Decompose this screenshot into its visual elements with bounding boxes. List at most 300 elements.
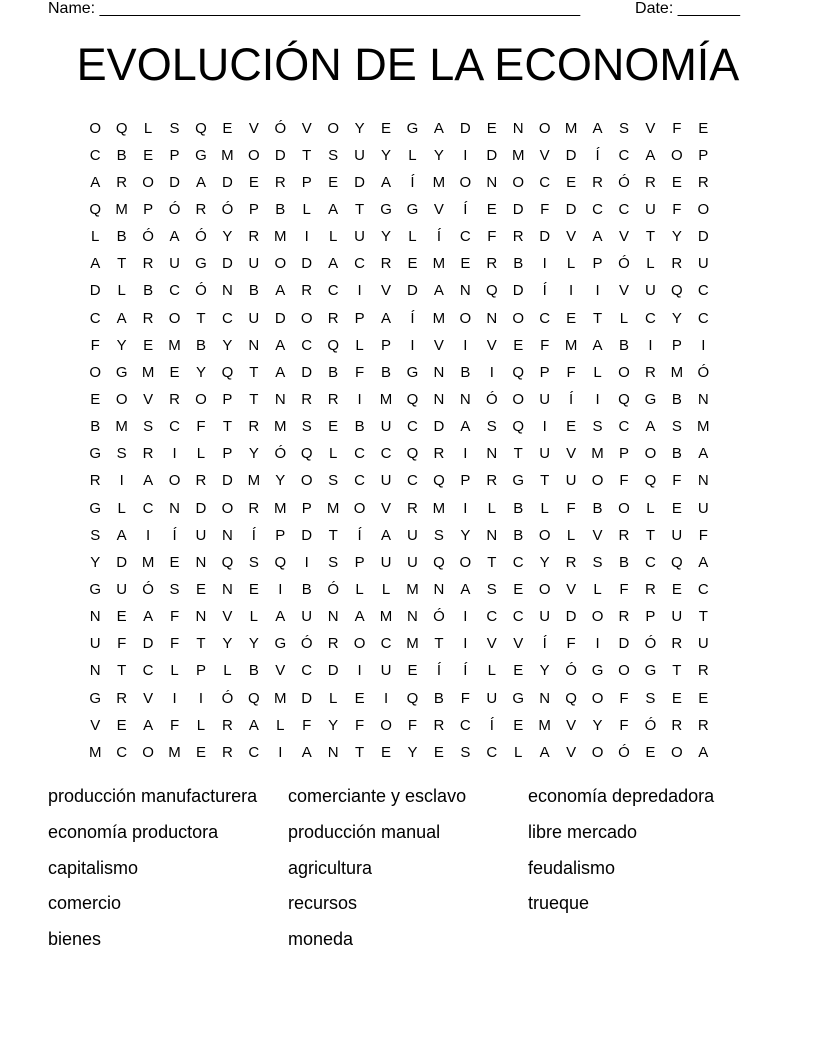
grid-cell[interactable]: R bbox=[195, 200, 207, 218]
grid-cell[interactable]: E bbox=[486, 200, 497, 218]
grid-cell[interactable]: Í bbox=[410, 173, 415, 191]
grid-cell[interactable]: A bbox=[195, 173, 206, 191]
grid-cell[interactable]: C bbox=[459, 716, 471, 734]
grid-cell[interactable]: R bbox=[89, 472, 101, 490]
grid-cell[interactable]: E bbox=[513, 580, 524, 598]
grid-cell[interactable]: Í bbox=[172, 526, 177, 544]
grid-cell[interactable]: M bbox=[274, 418, 287, 436]
grid-cell[interactable]: O bbox=[512, 390, 525, 408]
grid-cell[interactable]: T bbox=[117, 662, 127, 680]
grid-cell[interactable]: Ó bbox=[485, 390, 498, 408]
grid-cell[interactable]: R bbox=[301, 282, 313, 300]
grid-cell[interactable]: T bbox=[540, 472, 550, 490]
grid-cell[interactable]: N bbox=[221, 526, 233, 544]
grid-cell[interactable]: I bbox=[463, 499, 468, 517]
grid-cell[interactable]: C bbox=[89, 146, 101, 164]
grid-cell[interactable]: U bbox=[644, 200, 656, 218]
grid-cell[interactable]: T bbox=[355, 200, 365, 218]
grid-cell[interactable]: D bbox=[459, 119, 471, 137]
grid-cell[interactable]: U bbox=[697, 635, 709, 653]
grid-cell[interactable]: V bbox=[618, 228, 629, 246]
grid-cell[interactable]: V bbox=[566, 445, 577, 463]
grid-cell[interactable]: E bbox=[671, 689, 682, 707]
grid-cell[interactable]: N bbox=[697, 472, 709, 490]
grid-cell[interactable]: E bbox=[248, 580, 259, 598]
grid-cell[interactable]: R bbox=[248, 228, 260, 246]
grid-cell[interactable]: Í bbox=[410, 309, 415, 327]
grid-cell[interactable]: Y bbox=[222, 228, 233, 246]
grid-cell[interactable]: D bbox=[433, 418, 445, 436]
grid-cell[interactable]: I bbox=[172, 689, 177, 707]
grid-cell[interactable]: R bbox=[618, 608, 630, 626]
grid-cell[interactable]: L bbox=[223, 662, 232, 680]
grid-cell[interactable]: M bbox=[379, 390, 393, 408]
grid-cell[interactable]: I bbox=[463, 146, 468, 164]
grid-cell[interactable]: I bbox=[595, 635, 600, 653]
grid-cell[interactable]: D bbox=[539, 228, 551, 246]
grid-cell[interactable]: F bbox=[672, 472, 682, 490]
grid-cell[interactable]: G bbox=[89, 689, 102, 707]
grid-cell[interactable]: F bbox=[487, 228, 497, 246]
grid-cell[interactable]: Í bbox=[251, 526, 256, 544]
grid-cell[interactable]: Q bbox=[327, 336, 339, 354]
grid-cell[interactable]: A bbox=[248, 716, 259, 734]
grid-cell[interactable]: P bbox=[195, 662, 206, 680]
grid-cell[interactable]: F bbox=[460, 689, 470, 707]
grid-cell[interactable]: B bbox=[248, 662, 259, 680]
grid-cell[interactable]: A bbox=[698, 445, 709, 463]
grid-cell[interactable]: Ó bbox=[327, 580, 339, 598]
grid-cell[interactable]: T bbox=[302, 146, 312, 164]
grid-cell[interactable]: N bbox=[407, 608, 418, 626]
grid-cell[interactable]: O bbox=[89, 363, 102, 381]
grid-cell[interactable]: O bbox=[591, 608, 604, 626]
grid-cell[interactable]: F bbox=[619, 580, 629, 598]
grid-cell[interactable]: L bbox=[408, 228, 417, 246]
grid-cell[interactable]: P bbox=[169, 146, 180, 164]
grid-cell[interactable]: T bbox=[328, 526, 338, 544]
grid-cell[interactable]: A bbox=[328, 255, 339, 273]
grid-cell[interactable]: V bbox=[566, 743, 577, 761]
grid-cell[interactable]: Í bbox=[357, 526, 362, 544]
grid-cell[interactable]: R bbox=[697, 662, 709, 680]
grid-cell[interactable]: N bbox=[459, 282, 471, 300]
grid-cell[interactable]: L bbox=[355, 580, 364, 598]
grid-cell[interactable]: Ó bbox=[195, 228, 207, 246]
grid-cell[interactable]: C bbox=[380, 445, 392, 463]
grid-cell[interactable]: R bbox=[644, 580, 656, 598]
grid-cell[interactable]: E bbox=[407, 662, 418, 680]
grid-cell[interactable]: F bbox=[672, 200, 682, 218]
grid-cell[interactable]: O bbox=[512, 309, 525, 327]
grid-cell[interactable]: M bbox=[432, 173, 446, 191]
grid-cell[interactable]: A bbox=[592, 336, 603, 354]
grid-cell[interactable]: A bbox=[433, 282, 444, 300]
grid-cell[interactable]: O bbox=[195, 390, 207, 408]
grid-cell[interactable]: C bbox=[697, 309, 709, 327]
grid-cell[interactable]: B bbox=[513, 499, 524, 517]
grid-cell[interactable]: I bbox=[172, 445, 177, 463]
grid-cell[interactable]: U bbox=[169, 255, 180, 273]
grid-cell[interactable]: Q bbox=[618, 390, 630, 408]
grid-cell[interactable]: F bbox=[196, 418, 206, 436]
grid-cell[interactable]: Y bbox=[195, 363, 206, 381]
grid-cell[interactable]: O bbox=[274, 255, 287, 273]
grid-cell[interactable]: R bbox=[142, 255, 154, 273]
grid-cell[interactable]: M bbox=[274, 499, 287, 517]
grid-cell[interactable]: T bbox=[249, 363, 259, 381]
grid-cell[interactable]: Q bbox=[485, 282, 498, 300]
grid-cell[interactable]: M bbox=[564, 119, 578, 137]
grid-cell[interactable]: G bbox=[115, 363, 128, 381]
grid-cell[interactable]: I bbox=[595, 390, 600, 408]
grid-cell[interactable]: L bbox=[593, 580, 602, 598]
grid-cell[interactable]: D bbox=[116, 553, 128, 571]
grid-cell[interactable]: E bbox=[671, 173, 682, 191]
grid-cell[interactable]: R bbox=[565, 553, 577, 571]
grid-cell[interactable]: Y bbox=[671, 228, 682, 246]
grid-cell[interactable]: M bbox=[432, 309, 446, 327]
grid-cell[interactable]: P bbox=[645, 608, 656, 626]
grid-cell[interactable]: U bbox=[380, 662, 392, 680]
grid-cell[interactable]: Y bbox=[222, 336, 233, 354]
grid-cell[interactable]: A bbox=[460, 580, 471, 598]
grid-cell[interactable]: T bbox=[592, 309, 603, 327]
grid-cell[interactable]: L bbox=[593, 363, 602, 381]
grid-cell[interactable]: L bbox=[566, 526, 576, 544]
grid-cell[interactable]: Í bbox=[436, 228, 441, 246]
grid-cell[interactable]: N bbox=[89, 608, 101, 626]
grid-cell[interactable]: U bbox=[116, 580, 128, 598]
grid-cell[interactable]: N bbox=[486, 526, 498, 544]
grid-cell[interactable]: G bbox=[591, 662, 604, 680]
grid-cell[interactable]: N bbox=[169, 499, 180, 517]
grid-cell[interactable]: U bbox=[380, 418, 392, 436]
grid-cell[interactable]: D bbox=[327, 662, 339, 680]
grid-cell[interactable]: S bbox=[328, 472, 339, 490]
grid-cell[interactable]: B bbox=[671, 445, 682, 463]
grid-cell[interactable]: S bbox=[671, 418, 682, 436]
grid-cell[interactable]: C bbox=[697, 282, 709, 300]
grid-cell[interactable]: U bbox=[539, 608, 551, 626]
grid-cell[interactable]: R bbox=[116, 689, 128, 707]
grid-cell[interactable]: E bbox=[143, 146, 154, 164]
grid-cell[interactable]: O bbox=[89, 119, 102, 137]
grid-cell[interactable]: I bbox=[278, 580, 283, 598]
grid-cell[interactable]: O bbox=[221, 499, 234, 517]
grid-cell[interactable]: M bbox=[432, 255, 446, 273]
grid-cell[interactable]: Q bbox=[512, 418, 525, 436]
grid-cell[interactable]: E bbox=[381, 743, 392, 761]
grid-cell[interactable]: A bbox=[143, 608, 154, 626]
grid-cell[interactable]: B bbox=[248, 282, 259, 300]
grid-cell[interactable]: O bbox=[538, 580, 551, 598]
grid-cell[interactable]: N bbox=[486, 445, 498, 463]
grid-cell[interactable]: C bbox=[486, 608, 498, 626]
grid-cell[interactable]: F bbox=[619, 689, 629, 707]
grid-cell[interactable]: A bbox=[275, 336, 286, 354]
grid-cell[interactable]: Q bbox=[671, 553, 683, 571]
grid-cell[interactable]: Ó bbox=[644, 635, 657, 653]
grid-cell[interactable]: C bbox=[486, 743, 498, 761]
grid-cell[interactable]: A bbox=[90, 173, 101, 191]
grid-cell[interactable]: M bbox=[511, 146, 525, 164]
grid-cell[interactable]: L bbox=[514, 743, 523, 761]
grid-cell[interactable]: I bbox=[463, 635, 468, 653]
grid-cell[interactable]: Y bbox=[407, 743, 418, 761]
grid-cell[interactable]: Ó bbox=[697, 363, 710, 381]
grid-cell[interactable]: T bbox=[487, 553, 497, 571]
grid-cell[interactable]: Y bbox=[433, 146, 444, 164]
grid-cell[interactable]: L bbox=[540, 499, 549, 517]
grid-cell[interactable]: A bbox=[645, 418, 656, 436]
grid-cell[interactable]: V bbox=[618, 282, 629, 300]
grid-cell[interactable]: E bbox=[645, 743, 656, 761]
grid-cell[interactable]: G bbox=[274, 635, 287, 653]
grid-cell[interactable]: F bbox=[169, 608, 180, 626]
grid-cell[interactable]: G bbox=[195, 146, 207, 164]
grid-cell[interactable]: O bbox=[538, 526, 551, 544]
grid-cell[interactable]: B bbox=[618, 336, 629, 354]
grid-cell[interactable]: D bbox=[169, 173, 180, 191]
grid-cell[interactable]: A bbox=[275, 282, 286, 300]
grid-cell[interactable]: I bbox=[463, 336, 468, 354]
grid-cell[interactable]: F bbox=[540, 200, 550, 218]
grid-cell[interactable]: V bbox=[381, 499, 392, 517]
grid-cell[interactable]: L bbox=[619, 309, 629, 327]
grid-cell[interactable]: A bbox=[592, 228, 603, 246]
grid-cell[interactable]: L bbox=[381, 580, 391, 598]
grid-cell[interactable]: O bbox=[591, 472, 604, 490]
grid-cell[interactable]: Y bbox=[248, 445, 259, 463]
grid-cell[interactable]: L bbox=[276, 716, 285, 734]
grid-cell[interactable]: D bbox=[301, 255, 313, 273]
grid-cell[interactable]: S bbox=[460, 743, 471, 761]
grid-cell[interactable]: A bbox=[354, 608, 365, 626]
grid-cell[interactable]: E bbox=[222, 119, 233, 137]
grid-cell[interactable]: C bbox=[116, 743, 128, 761]
grid-cell[interactable]: R bbox=[327, 635, 339, 653]
grid-cell[interactable]: U bbox=[354, 146, 366, 164]
grid-cell[interactable]: L bbox=[117, 499, 126, 517]
grid-cell[interactable]: T bbox=[434, 635, 444, 653]
grid-cell[interactable]: O bbox=[671, 146, 683, 164]
grid-cell[interactable]: O bbox=[115, 390, 128, 408]
grid-cell[interactable]: E bbox=[381, 119, 392, 137]
grid-cell[interactable]: V bbox=[645, 119, 656, 137]
grid-cell[interactable]: U bbox=[671, 526, 683, 544]
grid-cell[interactable]: O bbox=[300, 472, 313, 490]
grid-cell[interactable]: U bbox=[380, 553, 392, 571]
grid-cell[interactable]: M bbox=[115, 200, 128, 218]
grid-cell[interactable]: O bbox=[538, 119, 551, 137]
grid-cell[interactable]: E bbox=[433, 743, 444, 761]
grid-cell[interactable]: R bbox=[169, 390, 180, 408]
grid-cell[interactable]: E bbox=[328, 173, 339, 191]
grid-cell[interactable]: I bbox=[304, 553, 309, 571]
grid-cell[interactable]: Ó bbox=[300, 635, 313, 653]
grid-cell[interactable]: I bbox=[701, 336, 706, 354]
grid-cell[interactable]: F bbox=[355, 363, 365, 381]
grid-cell[interactable]: E bbox=[195, 580, 206, 598]
grid-cell[interactable]: R bbox=[486, 255, 498, 273]
grid-cell[interactable]: C bbox=[354, 472, 366, 490]
grid-cell[interactable]: U bbox=[539, 445, 551, 463]
grid-cell[interactable]: E bbox=[116, 608, 127, 626]
grid-cell[interactable]: Í bbox=[595, 146, 600, 164]
grid-cell[interactable]: O bbox=[380, 716, 392, 734]
grid-cell[interactable]: Ó bbox=[168, 200, 181, 218]
grid-cell[interactable]: I bbox=[410, 336, 415, 354]
grid-cell[interactable]: L bbox=[646, 255, 655, 273]
grid-cell[interactable]: O bbox=[168, 472, 181, 490]
grid-cell[interactable]: M bbox=[591, 445, 604, 463]
grid-cell[interactable]: U bbox=[539, 390, 551, 408]
grid-cell[interactable]: Y bbox=[116, 336, 127, 354]
grid-cell[interactable]: D bbox=[301, 526, 313, 544]
grid-cell[interactable]: A bbox=[698, 743, 709, 761]
grid-cell[interactable]: F bbox=[672, 119, 682, 137]
grid-cell[interactable]: T bbox=[355, 743, 365, 761]
grid-cell[interactable]: U bbox=[195, 526, 207, 544]
grid-cell[interactable]: R bbox=[592, 173, 603, 191]
grid-cell[interactable]: R bbox=[301, 390, 313, 408]
grid-cell[interactable]: O bbox=[459, 553, 472, 571]
grid-cell[interactable]: S bbox=[328, 146, 339, 164]
grid-cell[interactable]: T bbox=[196, 309, 206, 327]
grid-cell[interactable]: G bbox=[406, 363, 419, 381]
grid-cell[interactable]: Q bbox=[115, 119, 128, 137]
grid-cell[interactable]: G bbox=[195, 255, 207, 273]
grid-cell[interactable]: R bbox=[221, 716, 233, 734]
grid-cell[interactable]: F bbox=[169, 716, 180, 734]
grid-cell[interactable]: O bbox=[353, 499, 366, 517]
grid-cell[interactable]: D bbox=[697, 228, 709, 246]
grid-cell[interactable]: Q bbox=[89, 200, 102, 218]
grid-cell[interactable]: L bbox=[117, 282, 126, 300]
grid-cell[interactable]: Í bbox=[463, 200, 468, 218]
grid-cell[interactable]: B bbox=[143, 282, 154, 300]
grid-cell[interactable]: P bbox=[301, 173, 312, 191]
grid-cell[interactable]: O bbox=[591, 743, 604, 761]
grid-cell[interactable]: L bbox=[249, 608, 259, 626]
grid-cell[interactable]: S bbox=[433, 526, 444, 544]
grid-cell[interactable]: O bbox=[512, 173, 525, 191]
grid-cell[interactable]: R bbox=[248, 418, 260, 436]
grid-cell[interactable]: Ó bbox=[565, 662, 577, 680]
grid-cell[interactable]: S bbox=[486, 580, 497, 598]
grid-cell[interactable]: Y bbox=[460, 526, 471, 544]
grid-cell[interactable]: U bbox=[697, 499, 709, 517]
grid-cell[interactable]: G bbox=[89, 445, 102, 463]
grid-cell[interactable]: B bbox=[354, 418, 365, 436]
grid-cell[interactable]: O bbox=[618, 499, 630, 517]
grid-cell[interactable]: R bbox=[142, 445, 154, 463]
grid-cell[interactable]: C bbox=[248, 743, 260, 761]
grid-cell[interactable]: C bbox=[301, 662, 313, 680]
grid-cell[interactable]: F bbox=[117, 635, 127, 653]
grid-cell[interactable]: E bbox=[116, 716, 127, 734]
grid-cell[interactable]: Y bbox=[381, 146, 392, 164]
grid-cell[interactable]: I bbox=[198, 689, 204, 707]
grid-cell[interactable]: E bbox=[248, 173, 259, 191]
grid-cell[interactable]: Ó bbox=[644, 716, 657, 734]
grid-cell[interactable]: C bbox=[301, 336, 313, 354]
grid-cell[interactable]: U bbox=[248, 309, 260, 327]
grid-cell[interactable]: T bbox=[249, 390, 259, 408]
grid-cell[interactable]: N bbox=[697, 390, 709, 408]
grid-cell[interactable]: L bbox=[487, 662, 496, 680]
grid-cell[interactable]: D bbox=[274, 309, 286, 327]
grid-cell[interactable]: M bbox=[88, 743, 102, 761]
grid-cell[interactable]: F bbox=[90, 336, 100, 354]
grid-cell[interactable]: L bbox=[408, 146, 417, 164]
grid-cell[interactable]: Ó bbox=[221, 200, 234, 218]
grid-cell[interactable]: O bbox=[248, 146, 260, 164]
grid-cell[interactable]: A bbox=[539, 743, 550, 761]
grid-cell[interactable]: F bbox=[407, 716, 418, 734]
grid-cell[interactable]: R bbox=[407, 499, 418, 517]
grid-cell[interactable]: R bbox=[248, 499, 260, 517]
grid-cell[interactable]: P bbox=[143, 200, 154, 218]
grid-cell[interactable]: L bbox=[91, 228, 100, 246]
grid-cell[interactable]: N bbox=[274, 390, 286, 408]
grid-cell[interactable]: E bbox=[566, 173, 577, 191]
grid-cell[interactable]: A bbox=[460, 418, 471, 436]
grid-cell[interactable]: S bbox=[169, 580, 180, 598]
grid-cell[interactable]: N bbox=[459, 390, 471, 408]
grid-cell[interactable]: U bbox=[407, 553, 418, 571]
grid-cell[interactable]: N bbox=[221, 282, 233, 300]
grid-cell[interactable]: M bbox=[406, 635, 419, 653]
grid-cell[interactable]: I bbox=[383, 689, 389, 707]
grid-cell[interactable]: V bbox=[486, 635, 497, 653]
grid-cell[interactable]: G bbox=[89, 499, 102, 517]
grid-cell[interactable]: M bbox=[379, 608, 393, 626]
grid-cell[interactable]: A bbox=[433, 119, 444, 137]
grid-cell[interactable]: M bbox=[221, 146, 234, 164]
grid-cell[interactable]: V bbox=[90, 716, 101, 734]
grid-cell[interactable]: A bbox=[381, 526, 392, 544]
grid-cell[interactable]: D bbox=[407, 282, 418, 300]
grid-cell[interactable]: G bbox=[512, 689, 525, 707]
grid-cell[interactable]: V bbox=[222, 608, 233, 626]
grid-cell[interactable]: I bbox=[357, 662, 362, 680]
grid-cell[interactable]: S bbox=[301, 418, 312, 436]
grid-cell[interactable]: V bbox=[433, 200, 444, 218]
grid-cell[interactable]: L bbox=[170, 662, 179, 680]
grid-cell[interactable]: R bbox=[433, 716, 445, 734]
grid-cell[interactable]: R bbox=[380, 255, 392, 273]
grid-cell[interactable]: Ó bbox=[274, 445, 287, 463]
grid-cell[interactable]: O bbox=[300, 309, 313, 327]
grid-cell[interactable]: V bbox=[381, 282, 392, 300]
grid-cell[interactable]: C bbox=[644, 309, 656, 327]
grid-cell[interactable]: Y bbox=[354, 119, 365, 137]
grid-cell[interactable]: C bbox=[697, 580, 709, 598]
grid-cell[interactable]: D bbox=[195, 499, 207, 517]
grid-cell[interactable]: P bbox=[671, 336, 682, 354]
grid-cell[interactable]: A bbox=[143, 716, 154, 734]
grid-cell[interactable]: U bbox=[644, 282, 656, 300]
grid-cell[interactable]: D bbox=[221, 173, 233, 191]
grid-cell[interactable]: Q bbox=[671, 282, 683, 300]
grid-cell[interactable]: B bbox=[513, 526, 524, 544]
grid-cell[interactable]: M bbox=[538, 716, 551, 734]
grid-cell[interactable]: Y bbox=[539, 553, 550, 571]
grid-cell[interactable]: D bbox=[512, 200, 524, 218]
grid-cell[interactable]: B bbox=[513, 255, 524, 273]
